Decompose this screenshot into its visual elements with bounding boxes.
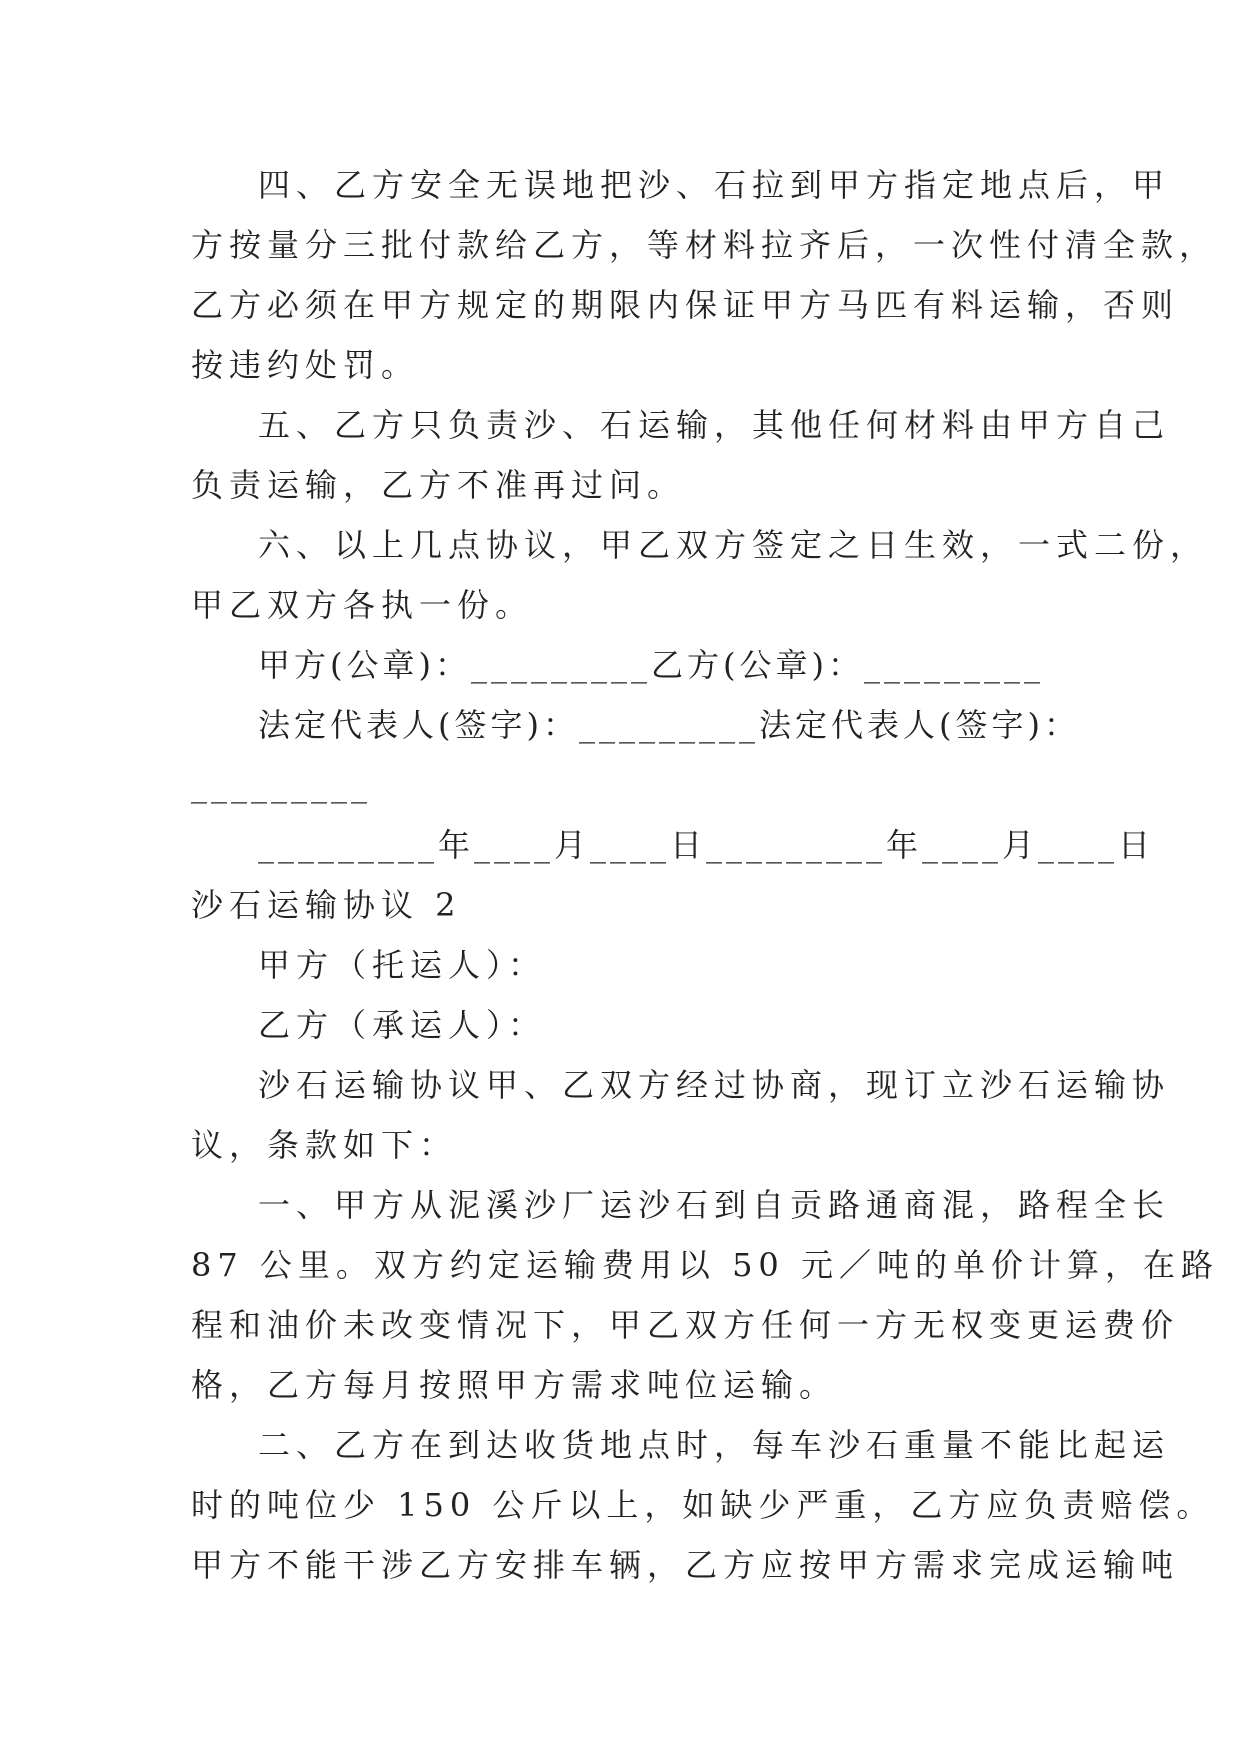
- seal-line: 甲方(公章)：_________乙方(公章)：_________: [258, 646, 1044, 684]
- clause-5-line-2: 负责运输，乙方不准再过问。: [191, 466, 686, 504]
- clause-2-line-3: 甲方不能干涉乙方安排车辆，乙方应按甲方需求完成运输吨: [191, 1546, 1180, 1584]
- clause-1-line-4: 格，乙方每月按照甲方需求吨位运输。: [191, 1366, 838, 1404]
- clause-2-line-2: 时的吨位少 150 公斤以上，如缺少严重，乙方应负责赔偿。: [191, 1486, 1215, 1524]
- preamble-line-2: 议，条款如下：: [191, 1126, 458, 1164]
- clause-5-line-1: 五、乙方只负责沙、石运输，其他任何材料由甲方自己: [258, 406, 1171, 444]
- clause-2-line-1: 二、乙方在到达收货地点时，每车沙石重量不能比起运: [258, 1426, 1171, 1464]
- clause-1-line-1: 一、甲方从泥溪沙厂运沙石到自贡路通商混，路程全长: [258, 1186, 1171, 1224]
- representative-blank: _________: [191, 766, 371, 804]
- clause-4-line-2: 方按量分三批付款给乙方，等材料拉齐后，一次性付清全款，: [191, 226, 1218, 264]
- clause-6-line-2: 甲乙双方各执一份。: [191, 586, 534, 624]
- date-line: _________年____月____日_________年____月____日: [258, 826, 1155, 864]
- section-title: 沙石运输协议 2: [191, 886, 462, 924]
- party-a: 甲方（托运人）：: [258, 946, 547, 984]
- clause-1-line-3: 程和油价未改变情况下，甲乙双方任何一方无权变更运费价: [191, 1306, 1180, 1344]
- preamble-line-1: 沙石运输协议甲、乙双方经过协商，现订立沙石运输协: [258, 1066, 1171, 1104]
- clause-4-line-1: 四、乙方安全无误地把沙、石拉到甲方指定地点后，甲: [258, 166, 1171, 204]
- party-b: 乙方（承运人）：: [258, 1006, 547, 1044]
- clause-6-line-1: 六、以上几点协议，甲乙双方签定之日生效，一式二份，: [258, 526, 1209, 564]
- clause-4-line-4: 按违约处罚。: [191, 346, 420, 384]
- representative-line: 法定代表人(签字)：_________法定代表人(签字)：: [258, 706, 1080, 744]
- clause-1-line-2: 87 公里。双方约定运输费用以 50 元／吨的单价计算，在路: [191, 1246, 1219, 1284]
- clause-4-line-3: 乙方必须在甲方规定的期限内保证甲方马匹有料运输，否则: [191, 286, 1180, 324]
